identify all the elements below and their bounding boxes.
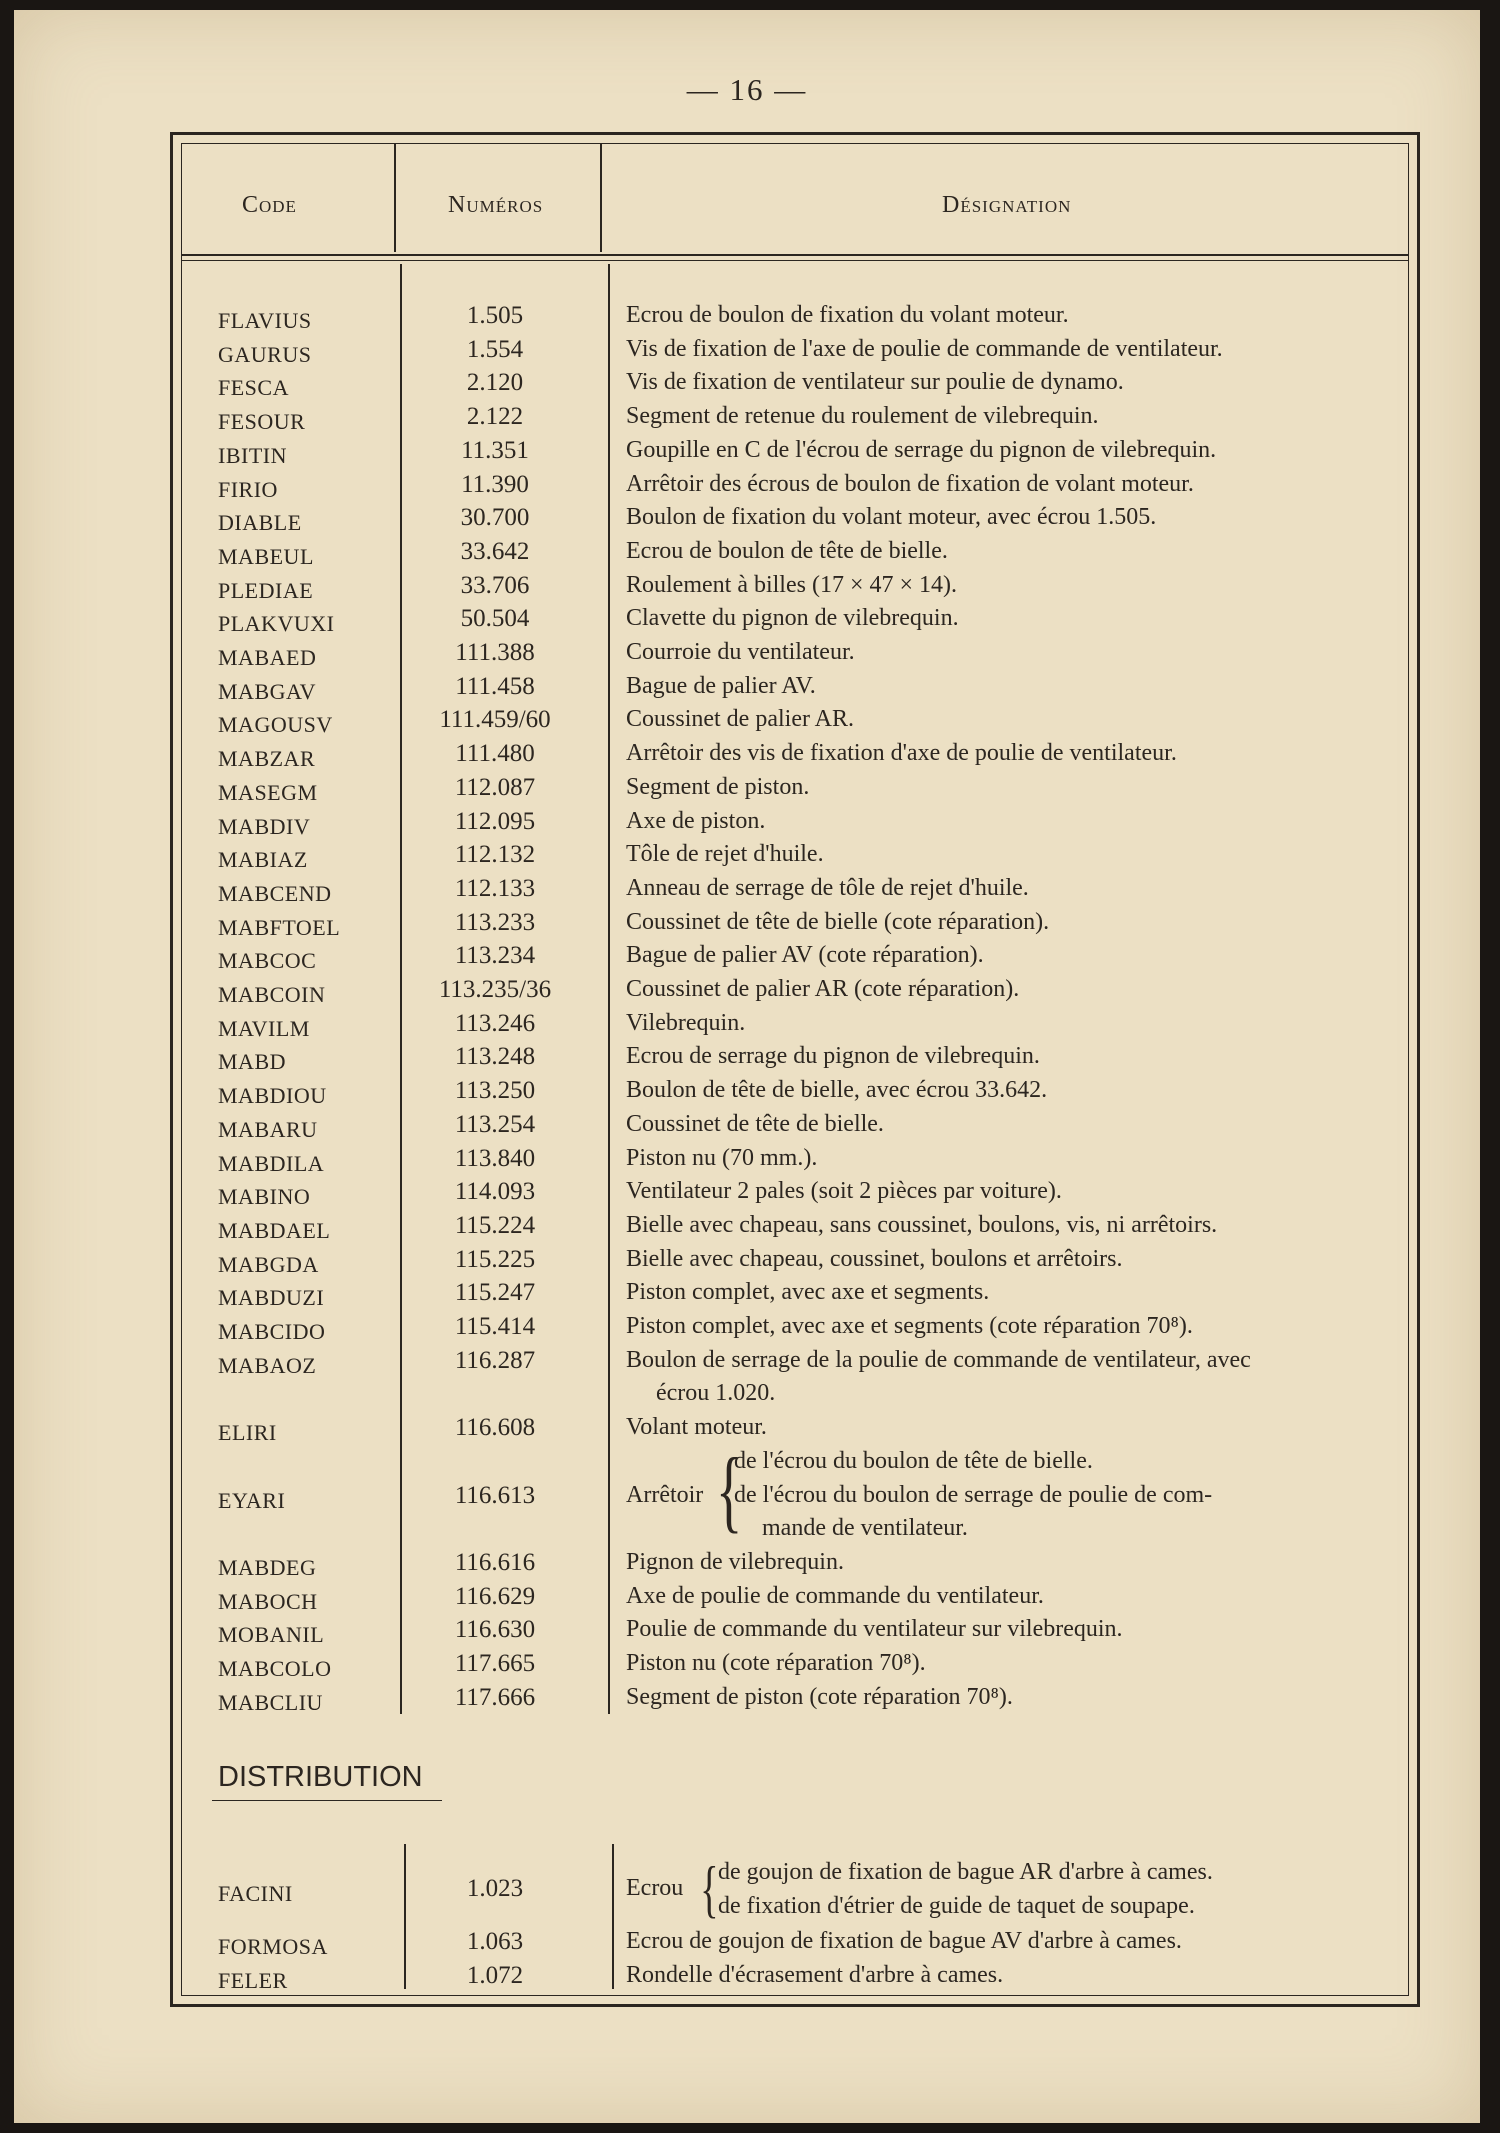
table-row: [182, 1616, 1416, 1649]
part-designation: Piston complet, avec axe et segments.: [626, 1279, 990, 1306]
part-code: MABDAEL: [218, 1217, 331, 1243]
part-number: 111.388: [455, 639, 535, 666]
part-designation: Coussinet de palier AR.: [626, 706, 854, 733]
table-row: [182, 1043, 1416, 1076]
table-row: [182, 1583, 1416, 1616]
part-designation: Tôle de rejet d'huile.: [626, 841, 824, 868]
part-number: 113.233: [454, 908, 536, 936]
part-designation: Rondelle d'écrasement d'arbre à cames.: [626, 1962, 1004, 1989]
part-code: MABCIDO: [218, 1319, 326, 1344]
table-row: [182, 538, 1416, 571]
part-code: MABDIV: [218, 813, 311, 839]
part-number: 113.246: [454, 1009, 536, 1037]
designation-sub-line: mande de ventilateur.: [762, 1515, 968, 1542]
part-number: 117.666: [454, 1683, 536, 1711]
part-code: MABGDA: [218, 1251, 319, 1277]
part-designation: Bague de palier AV.: [626, 672, 816, 699]
part-code: MABDIOU: [218, 1083, 327, 1109]
part-number: 116.608: [454, 1414, 536, 1442]
part-number: 112.095: [454, 807, 536, 835]
part-designation: Vis de fixation de l'axe de poulie de commande de ventilateur.: [626, 335, 1223, 362]
table-row: [182, 808, 1416, 841]
header-numbers: Numéros: [448, 192, 544, 218]
part-designation: Boulon de serrage de la poulie de commande de ventilateur, avec: [626, 1346, 1251, 1373]
part-code: PLEDIAE: [218, 577, 314, 603]
part-designation: Coussinet de palier AR (cote réparation).: [626, 976, 1020, 1002]
table-row: [182, 639, 1416, 672]
part-number: 50.504: [460, 605, 530, 633]
section-title-distribution: DISTRIBUTION: [218, 1761, 423, 1793]
header-divider-2: [600, 144, 602, 252]
part-number: 30.700: [460, 504, 530, 532]
part-designation: Segment de piston (cote réparation 70⁸).: [626, 1683, 1013, 1710]
part-designation: Piston complet, avec axe et segments (cote réparation 70⁸).: [626, 1313, 1193, 1339]
part-number: 116.613: [454, 1481, 536, 1509]
part-number: 113.234: [454, 942, 536, 970]
part-code: MABCOLO: [218, 1656, 332, 1681]
table-row: [182, 369, 1416, 402]
part-code: DIABLE: [218, 510, 302, 536]
table-row: [182, 1549, 1416, 1582]
part-code: MABCOC: [218, 948, 317, 974]
part-designation: Boulon de tête de bielle, avec écrou 33.642.: [626, 1077, 1048, 1104]
table-row: [182, 437, 1416, 470]
table-row: [182, 336, 1416, 369]
part-designation: Volant moteur.: [626, 1414, 767, 1441]
table-row: [182, 1010, 1416, 1043]
table-row: [182, 875, 1416, 908]
part-code: FELER: [218, 1968, 288, 1994]
table-row: [182, 1684, 1416, 1717]
part-code: MABDILA: [218, 1150, 325, 1176]
part-designation: Clavette du pignon de vilebrequin.: [626, 605, 959, 632]
part-designation: Bielle avec chapeau, sans coussinet, boulons, vis, ni arrêtoirs.: [626, 1211, 1218, 1238]
table-row: [182, 572, 1416, 605]
part-designation: Poulie de commande du ventilateur sur vilebrequin.: [626, 1616, 1123, 1643]
part-code: ELIRI: [218, 1420, 277, 1446]
part-code: MABARU: [218, 1116, 318, 1142]
part-number: 2.122: [466, 403, 524, 431]
part-designation: Pignon de vilebrequin.: [626, 1548, 844, 1575]
part-number: 116.629: [454, 1582, 536, 1610]
table-row: [182, 774, 1416, 807]
part-code: MABZAR: [218, 746, 316, 772]
part-number: 1.023: [466, 1875, 524, 1902]
part-designation: Axe de poulie de commande du ventilateur.: [626, 1582, 1044, 1609]
table-row: [182, 673, 1416, 706]
part-number: 1.554: [466, 335, 524, 363]
part-designation: Segment de retenue du roulement de vilebrequin.: [626, 403, 1099, 430]
header-designation: Désignation: [942, 192, 1072, 218]
table-row: [182, 1414, 1416, 1447]
part-code: FIRIO: [218, 476, 278, 502]
part-code: FORMOSA: [218, 1934, 328, 1960]
part-designation: Courroie du ventilateur.: [626, 639, 855, 665]
table-row: [182, 740, 1416, 773]
table-row: [182, 605, 1416, 638]
part-designation: Ecrou de boulon de tête de bielle.: [626, 537, 948, 564]
part-code: MAGOUSV: [218, 712, 333, 738]
parts-table-frame: [170, 132, 1420, 2007]
part-number: 33.642: [460, 537, 530, 565]
part-number: 2.120: [466, 369, 524, 397]
part-designation-continued: écrou 1.020.: [656, 1380, 776, 1407]
part-number: 117.665: [454, 1650, 536, 1677]
part-designation: Bielle avec chapeau, coussinet, boulons et arrêtoirs.: [626, 1245, 1123, 1272]
part-designation: Boulon de fixation du volant moteur, avec écrou 1.505.: [626, 504, 1157, 531]
part-number: 1.072: [466, 1962, 524, 1990]
part-code: MABD: [218, 1049, 287, 1075]
part-number: 111.458: [455, 672, 535, 700]
part-code: MAVILM: [218, 1015, 310, 1041]
part-number: 112.132: [454, 841, 536, 869]
parts-table: [181, 143, 1409, 1996]
table-row: [182, 1111, 1416, 1144]
part-number: 112.133: [454, 874, 536, 902]
part-number: 113.254: [454, 1110, 536, 1138]
part-code: MASEGM: [218, 779, 318, 805]
table-row: [182, 841, 1416, 874]
section-title-underline: [212, 1800, 442, 1801]
part-code: MABFTOEL: [218, 914, 341, 940]
part-number: 115.225: [454, 1245, 536, 1273]
part-designation: Coussinet de tête de bielle.: [626, 1110, 884, 1137]
part-code: PLAKVUXI: [218, 611, 335, 637]
table-row: [182, 302, 1416, 335]
part-number: 113.840: [454, 1144, 536, 1172]
part-code: MABINO: [218, 1184, 311, 1210]
part-number: 114.093: [454, 1178, 536, 1206]
part-number: 111.480: [455, 740, 535, 768]
table-row: [182, 1313, 1416, 1346]
table-row: [182, 1650, 1416, 1683]
part-code: IBITIN: [218, 442, 287, 468]
header-rule-thin: [182, 260, 1408, 261]
part-designation: Arrêtoir: [626, 1481, 704, 1508]
part-code: MABAOZ: [218, 1352, 317, 1378]
part-designation: Vilebrequin.: [626, 1009, 746, 1036]
table-row: [182, 706, 1416, 739]
part-designation: Arrêtoir des vis de fixation d'axe de poulie de ventilateur.: [626, 740, 1177, 767]
part-code: FESOUR: [218, 409, 306, 435]
table-row: [182, 1347, 1416, 1380]
part-code: MABCEND: [218, 880, 332, 906]
part-code: MABDUZI: [218, 1285, 325, 1311]
part-code: MOBANIL: [218, 1622, 325, 1648]
brace-icon: {: [700, 1853, 719, 1924]
part-designation: Bague de palier AV (cote réparation).: [626, 942, 984, 969]
header-divider-1: [394, 144, 396, 252]
designation-sub-line: de l'écrou du boulon de serrage de poulie de com-: [734, 1481, 1213, 1508]
part-designation: Ecrou: [626, 1875, 684, 1901]
part-designation: Anneau de serrage de tôle de rejet d'huile.: [626, 874, 1029, 901]
part-code: MABDEG: [218, 1554, 317, 1580]
part-designation: Ecrou de goujon de fixation de bague AV d'arbre à cames.: [626, 1928, 1182, 1955]
part-number: 116.287: [454, 1346, 536, 1374]
table-row: [182, 1962, 1416, 1995]
part-number: 1.063: [466, 1928, 524, 1956]
part-number: 11.351: [461, 436, 529, 464]
part-designation: Piston nu (cote réparation 70⁸).: [626, 1650, 926, 1676]
part-code: MABEUL: [218, 543, 314, 569]
part-code: GAURUS: [218, 341, 312, 367]
part-number: 112.087: [454, 773, 536, 801]
designation-sub-line: de goujon de fixation de bague AR d'arbre à cames.: [718, 1859, 1213, 1885]
table-row: [182, 1246, 1416, 1279]
part-number: 113.235/36: [438, 976, 552, 1003]
part-code: MABIAZ: [218, 847, 308, 873]
part-designation: Axe de piston.: [626, 807, 766, 834]
document-page: [14, 10, 1480, 2123]
designation-sub-line: de l'écrou du boulon de tête de bielle.: [734, 1447, 1093, 1474]
part-code: MABAED: [218, 645, 317, 670]
part-code: FLAVIUS: [218, 308, 312, 333]
table-row: [182, 1145, 1416, 1178]
part-designation: Coussinet de tête de bielle (cote réparation).: [626, 908, 1050, 935]
part-designation: Ventilateur 2 pales (soit 2 pièces par voiture).: [626, 1178, 1062, 1205]
part-number: 115.414: [454, 1313, 536, 1340]
table-row: [182, 403, 1416, 436]
part-code: EYARI: [218, 1487, 286, 1513]
part-designation: Segment de piston.: [626, 773, 810, 800]
table-row: [182, 504, 1416, 537]
designation-sub-line: de fixation d'étrier de guide de taquet de soupape.: [718, 1892, 1195, 1919]
part-designation: Arrêtoir des écrous de boulon de fixation de volant moteur.: [626, 470, 1194, 497]
table-row: [182, 942, 1416, 975]
part-code: FACINI: [218, 1881, 293, 1906]
part-code: MABGAV: [218, 678, 316, 704]
part-code: MABCOIN: [218, 982, 326, 1007]
part-designation: Piston nu (70 mm.).: [626, 1144, 818, 1171]
header-rule: [182, 254, 1408, 256]
part-number: 113.250: [454, 1077, 536, 1105]
part-number: 116.630: [454, 1616, 536, 1644]
part-number: 33.706: [460, 571, 530, 599]
table-row: [182, 1077, 1416, 1110]
page-number: — 16 —: [686, 72, 808, 107]
part-number: 115.224: [454, 1211, 536, 1239]
part-number: 115.247: [454, 1279, 536, 1307]
brace-icon: {: [715, 1438, 743, 1541]
header-code: Code: [242, 192, 297, 218]
table-row: [182, 1178, 1416, 1211]
part-code: MABCLIU: [218, 1689, 323, 1715]
part-number: 116.616: [454, 1548, 536, 1576]
table-row: [182, 1279, 1416, 1312]
table-row: [182, 1928, 1416, 1961]
table-row: [182, 471, 1416, 504]
part-number: 113.248: [454, 1043, 536, 1071]
part-number: 111.459/60: [439, 706, 551, 734]
table-row: [182, 1212, 1416, 1245]
table-row: [182, 976, 1416, 1009]
part-designation: Ecrou de serrage du pignon de vilebrequin.: [626, 1043, 1040, 1070]
part-number: 1.505: [466, 302, 524, 329]
part-code: MABOCH: [218, 1588, 318, 1614]
part-code: FESCA: [218, 375, 289, 401]
part-designation: Vis de fixation de ventilateur sur poulie de dynamo.: [626, 369, 1124, 396]
table-row: [182, 909, 1416, 942]
part-designation: Roulement à billes (17 × 47 × 14).: [626, 571, 958, 598]
part-designation: Goupille en C de l'écrou de serrage du pignon de vilebrequin.: [626, 436, 1217, 463]
part-designation: Ecrou de boulon de fixation du volant moteur.: [626, 302, 1069, 328]
part-number: 11.390: [461, 470, 529, 498]
